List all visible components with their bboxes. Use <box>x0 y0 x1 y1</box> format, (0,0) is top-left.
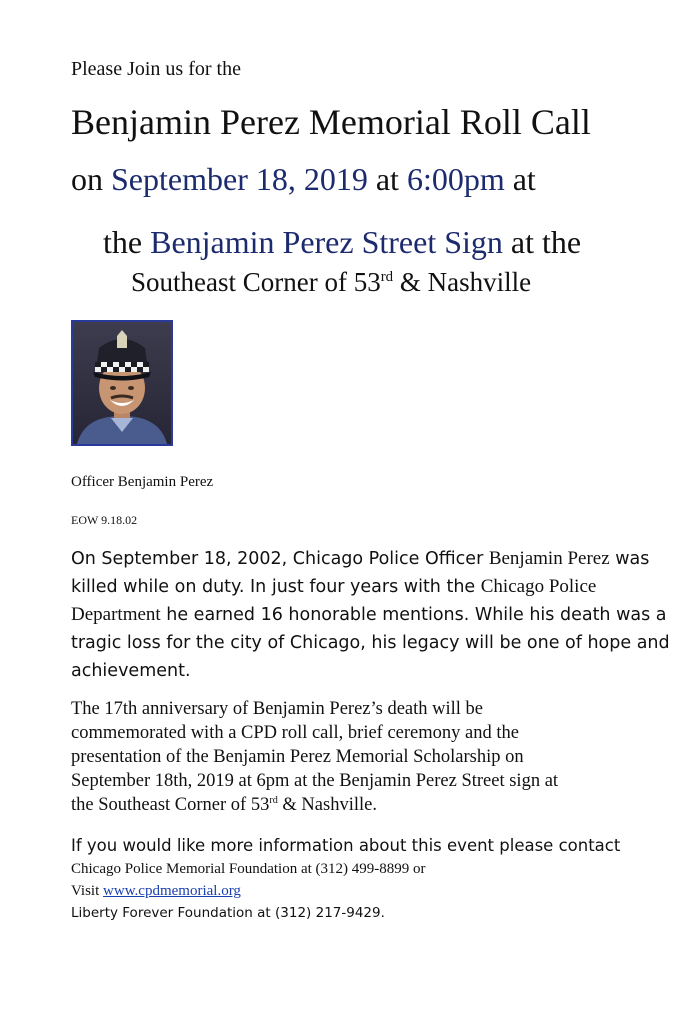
portrait-illustration <box>73 322 171 444</box>
officer-photo <box>71 320 173 446</box>
para1-part1: On September 18, 2002, Chicago Police Officer <box>71 549 489 569</box>
corner-sup: rd <box>380 268 394 285</box>
visit-prefix: Visit <box>71 883 104 899</box>
para1-part5: he earned 16 honorable mentions. While his death was a tragic loss for the city of Chicago, his legacy will be one of hope and achievement. <box>71 605 670 681</box>
event-corner <box>131 267 531 298</box>
photo-caption-eow: EOW 9.18.02 <box>71 513 138 527</box>
event-dateline <box>71 161 536 198</box>
photo-caption-name: Officer Benjamin Perez <box>71 474 214 490</box>
para2-line: commemorated with a CPD roll call, brief ceremony and the <box>71 723 519 743</box>
location-prefix: the <box>103 224 151 260</box>
event-title: Benjamin Perez Memorial Roll Call <box>71 102 591 142</box>
para2-line: September 18th, 2019 at 6pm at the Benjamin Perez Street sign at <box>71 771 559 791</box>
para2-line: The 17th anniversary of Benjamin Perez’s death will be <box>71 699 484 719</box>
location-name: Benjamin Perez Street Sign <box>150 224 503 260</box>
time-prefix: at <box>367 161 407 197</box>
corner-suffix: & Nashville <box>393 267 532 297</box>
para2-line5-suffix: & Nashville. <box>277 795 377 815</box>
event-time: 6:00pm <box>406 161 505 197</box>
para2-line <box>71 793 681 820</box>
para2-line5-prefix: the Southeast Corner of 53 <box>71 795 270 815</box>
event-date: September 18, 2019 <box>111 161 368 197</box>
para1-department: Chicago Police Department <box>71 576 597 625</box>
location-suffix: at the <box>510 224 582 260</box>
tribute-paragraph <box>71 545 681 685</box>
intro-text: Please Join us for the <box>71 58 241 80</box>
contact-cpmf: Chicago Police Memorial Foundation at (312) 499-8899 or <box>71 861 426 877</box>
contact-visit <box>71 883 241 900</box>
cpdmemorial-link[interactable]: www.cpdmemorial.org <box>103 883 241 899</box>
para2-line: presentation of the Benjamin Perez Memorial Scholarship on <box>71 747 524 767</box>
date-prefix: on <box>71 161 111 197</box>
anniversary-paragraph <box>71 697 681 820</box>
corner-prefix: Southeast Corner of 53 <box>131 267 381 297</box>
time-suffix: at <box>504 161 536 197</box>
para2-line5-sup: rd <box>269 794 278 806</box>
contact-intro: If you would like more information about this event please contact <box>71 836 621 855</box>
para1-part3: was killed while on duty. In just four years with the <box>71 549 650 597</box>
para1-officer-name: Benjamin Perez <box>488 548 610 569</box>
event-location <box>103 224 581 261</box>
contact-liberty: Liberty Forever Foundation at (312) 217-9429. <box>71 905 385 921</box>
